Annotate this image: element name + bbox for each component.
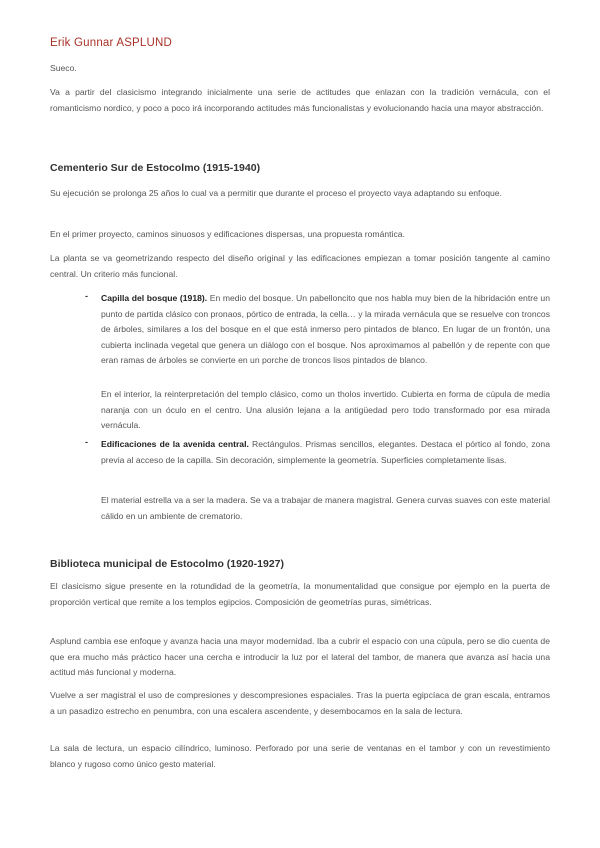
bullet-extra-paragraph: El material estrella va a ser la madera. Se va a trabajar de manera magistral. Genera curvas suaves con este material cálido en un ambiente de crematorio. — [101, 495, 550, 521]
bullet-body: En medio del bosque. Un pabelloncito que nos habla muy bien de la hibridación entre un punto de partida clásico con pronaos, pórtico de entrada, la cella… y la mirada vernácula que se resuelve con troncos de árboles, similares a los del bosque en el que está inmerso pero pintados de blanco. En lugar de un frontón, una cubierta inclinada vegetal que genera un diálogo con el bosque. Nos aproximamos al pabellón y de repente con que eran ramas de árboles se convierte en un porche de troncos lisos pintados de blanco. — [101, 293, 550, 366]
biblioteca-paragraph-2: Asplund cambia ese enfoque y avanza hacia una mayor modernidad. Iba a cubrir el espacio con una cúpula, pero se dio cuenta de que era mucho más práctico hacer una cercha e introducir la luz por el lateral del tambor, de manera que avanza así hacia una actitud más funcional y moderna. — [50, 636, 550, 678]
biblioteca-paragraph-4: La sala de lectura, un espacio cilíndrico, luminoso. Perforado por una serie de ventanas en el tambor y con un revestimiento blanco y rugoso como único gesto material. — [50, 743, 550, 769]
bullet-body: Rectángulos. Prismas sencillos, elegantes. Destaca el pórtico al fondo, zona previa al acceso de la capilla. Sin decoración, simplemente la geometría. Superficies completamente lisas. — [101, 439, 550, 465]
cementerio-paragraph-3: La planta se va geometrizando respecto del diseño original y las edificaciones empiezan a tomar posición tangente al camino central. Un criterio más funcional. — [50, 253, 550, 279]
section-heading-biblioteca: Biblioteca municipal de Estocolmo (1920-1927) — [50, 558, 284, 570]
biblioteca-paragraph-1: El clasicismo sigue presente en la rotundidad de la geometría, la monumentalidad que consigue por ejemplo en la puerta de proporción vertical que remite a los templos egipcios. Composición de geometrías puras, simétricas. — [50, 581, 550, 607]
intro-paragraph: Va a partir del clasicismo integrando inicialmente una serie de actitudes que enlazan con la tradición vernácula, con el romanticismo nordico, y poco a poco irá incorporando actitudes más funcionalistas y evolucionando hacia una mayor abstracción. — [50, 87, 550, 113]
cementerio-paragraph-2: En el primer proyecto, caminos sinuosos y edificaciones dispersas, una propuesta romántica. — [50, 229, 405, 239]
bullet-dash: - — [85, 291, 88, 301]
bullet-extra-paragraph: En el interior, la reinterpretación del templo clásico, como un tholos invertido. Cubierta en forma de cúpula de media naranja con un óculo en el centro. Una alusión lejana a la antigüedad pero todo transformado por esa mirada vernácula. — [101, 389, 550, 431]
bullet-title: Edificaciones de la avenida central. — [101, 439, 249, 449]
nationality: Sueco. — [50, 63, 77, 73]
bullet-text — [101, 437, 550, 468]
bullet-title: Capilla del bosque (1918). — [101, 293, 208, 303]
bullet-text — [101, 291, 550, 369]
biblioteca-paragraph-3: Vuelve a ser magistral el uso de compresiones y descompresiones espaciales. Tras la puerta egipcíaca de gran escala, entramos a un pasadizo estrecho en penumbra, con una escalera ascendente, y desembocamos en la sala de lectura. — [50, 690, 550, 716]
bullet-dash: - — [85, 437, 88, 447]
section-heading-cementerio: Cementerio Sur de Estocolmo (1915-1940) — [50, 162, 261, 174]
cementerio-paragraph-1: Su ejecución se prolonga 25 años lo cual va a permitir que durante el proceso el proyecto vaya adaptando su enfoque. — [50, 188, 502, 198]
author-name: Erik Gunnar ASPLUND — [50, 37, 173, 49]
